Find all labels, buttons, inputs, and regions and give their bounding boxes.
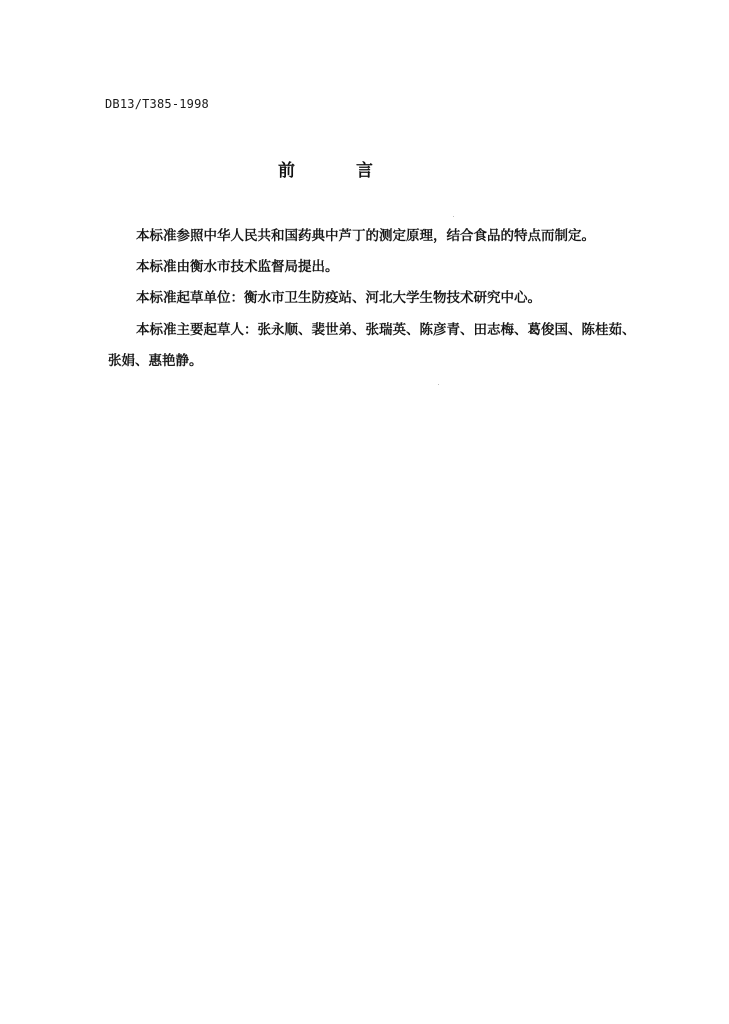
standard-code: DB13/T385-1998 [105,97,209,111]
title-char-2: 言 [356,161,373,181]
paragraph-reference: 本标准参照中华人民共和国药典中芦丁的测定原理，结合食品的特点而制定。 [136,228,595,244]
paragraph-drafting-units: 本标准起草单位：衡水市卫生防疫站、河北大学生物技术研究中心。 [136,290,541,306]
page-title [278,160,378,182]
scan-speck [438,384,439,385]
scan-speck [453,216,454,217]
paragraph-drafters: 本标准主要起草人：张永顺、裴世弟、张瑞英、陈彦青、田志梅、葛俊国、陈桂茹、 [136,322,636,338]
paragraph-drafters-continued: 张娟、惠艳静。 [108,353,203,369]
paragraph-proposer: 本标准由衡水市技术监督局提出。 [136,259,339,275]
title-char-1: 前 [278,161,295,181]
